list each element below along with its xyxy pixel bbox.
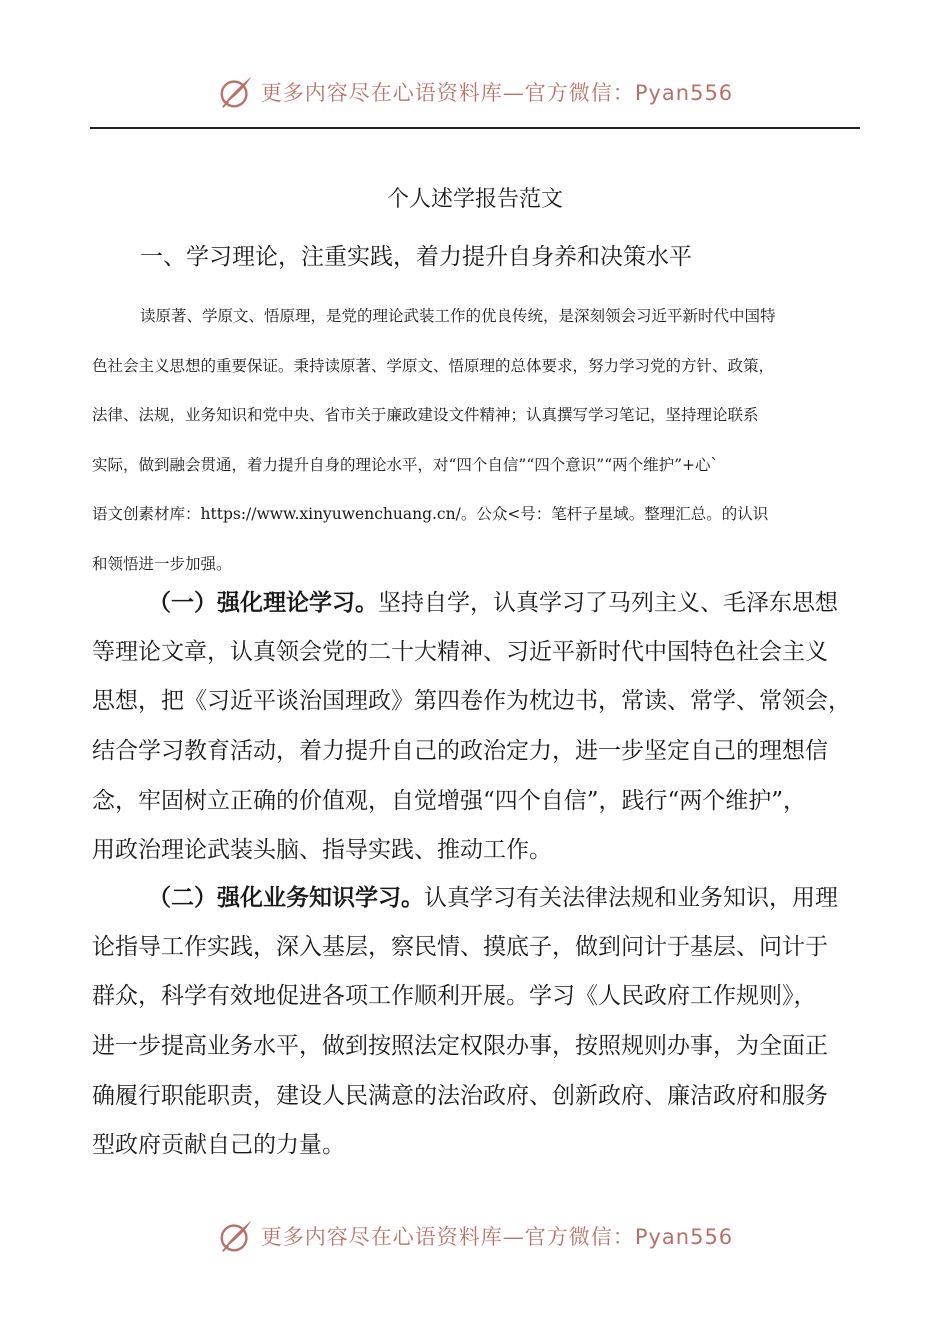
footer-banner bbox=[0, 1214, 950, 1258]
footer-label: 更多内容尽在心语资料库—官方微信： bbox=[260, 1225, 635, 1249]
paragraph-text: 坚持自学，认真学习了马列主义、毛泽东思想 bbox=[378, 590, 838, 616]
paragraph-line: 群众，科学有效地促进各项工作顺利开展。学习《人民政府工作规则》， bbox=[92, 983, 817, 1010]
footer-text bbox=[261, 1221, 733, 1251]
paragraph-first-line bbox=[92, 873, 862, 923]
paragraph-line: 色社会主义思想的重要保证。秉持读原著、学原文、悟原理的总体要求，努力学习党的方针、政策， bbox=[92, 356, 775, 375]
quill-logo-icon bbox=[217, 73, 255, 111]
paragraph-line: 语文创素材库：https://www.xinyuwenchuang.cn/。公众<号：笔杆子星域。整理汇总。的认识 bbox=[92, 505, 769, 523]
paragraph-lead: （一）强化理论学习。 bbox=[148, 589, 378, 616]
header-banner bbox=[0, 70, 950, 114]
paragraph-line: 确履行职能职责，建设人民满意的法治政府、创新政府、廉洁政府和服务 bbox=[92, 1082, 828, 1109]
intro-paragraph bbox=[92, 292, 862, 589]
paragraph-line: 论指导工作实践，深入基层，察民情、摸底子，做到问计于基层、问计于 bbox=[92, 933, 828, 960]
paragraph-text: 认真学习有关法律法规和业务知识，用理 bbox=[424, 885, 838, 911]
paragraph-line: 法律、法规，业务知识和党中央、省市关于廉政建设文件精神；认真撰写学习笔记，坚持理论联系 bbox=[92, 406, 759, 424]
header-wechat-id: Pyan556 bbox=[634, 81, 734, 105]
paragraph-line: 思想，把《习近平谈治国理政》第四卷作为枕边书，常读、常学、常领会， bbox=[92, 688, 851, 715]
paragraph-line: 和领悟进一步加强。 bbox=[92, 554, 232, 573]
quill-logo-icon bbox=[217, 1217, 255, 1255]
header-divider bbox=[90, 127, 860, 129]
footer-wechat-id: Pyan556 bbox=[634, 1225, 734, 1249]
section-heading: 一、学习理论，注重实践，着力提升自身养和决策水平 bbox=[140, 244, 692, 270]
paragraph-line: 实际，做到融会贯通，着力提升自身的理论水平，对“四个自信”“四个意识”“两个维护”+心` bbox=[92, 455, 719, 474]
paragraph-line: 读原著、学原文、悟原理，是党的理论武装工作的优良传统，是深刻领会习近平新时代中国特 bbox=[140, 307, 776, 325]
paragraph-first-line bbox=[92, 578, 862, 628]
paragraph-line: 用政治理论武装头脑、指导实践、推动工作。 bbox=[92, 837, 552, 864]
header-text bbox=[261, 77, 733, 107]
paragraph-line: 型政府贡献自己的力量。 bbox=[92, 1132, 345, 1159]
paragraph-line: 结合学习教育活动，着力提升自己的政治定力，进一步坚定自己的理想信 bbox=[92, 738, 828, 765]
paragraph-line: 等理论文章，认真领会党的二十大精神、习近平新时代中国特色社会主义 bbox=[92, 638, 828, 665]
paragraph-lead: （二）强化业务知识学习。 bbox=[148, 884, 424, 911]
paragraph-line: 念，牢固树立正确的价值观，自觉增强“四个自信”，践行“两个维护”， bbox=[92, 787, 807, 814]
header-label: 更多内容尽在心语资料库—官方微信： bbox=[260, 81, 635, 105]
business-study-paragraph bbox=[92, 873, 862, 1171]
theory-study-paragraph bbox=[92, 578, 862, 876]
paragraph-line: 进一步提高业务水平，做到按照法定权限办事，按照规则办事，为全面正 bbox=[92, 1033, 828, 1060]
document-title: 个人述学报告范文 bbox=[386, 187, 563, 212]
